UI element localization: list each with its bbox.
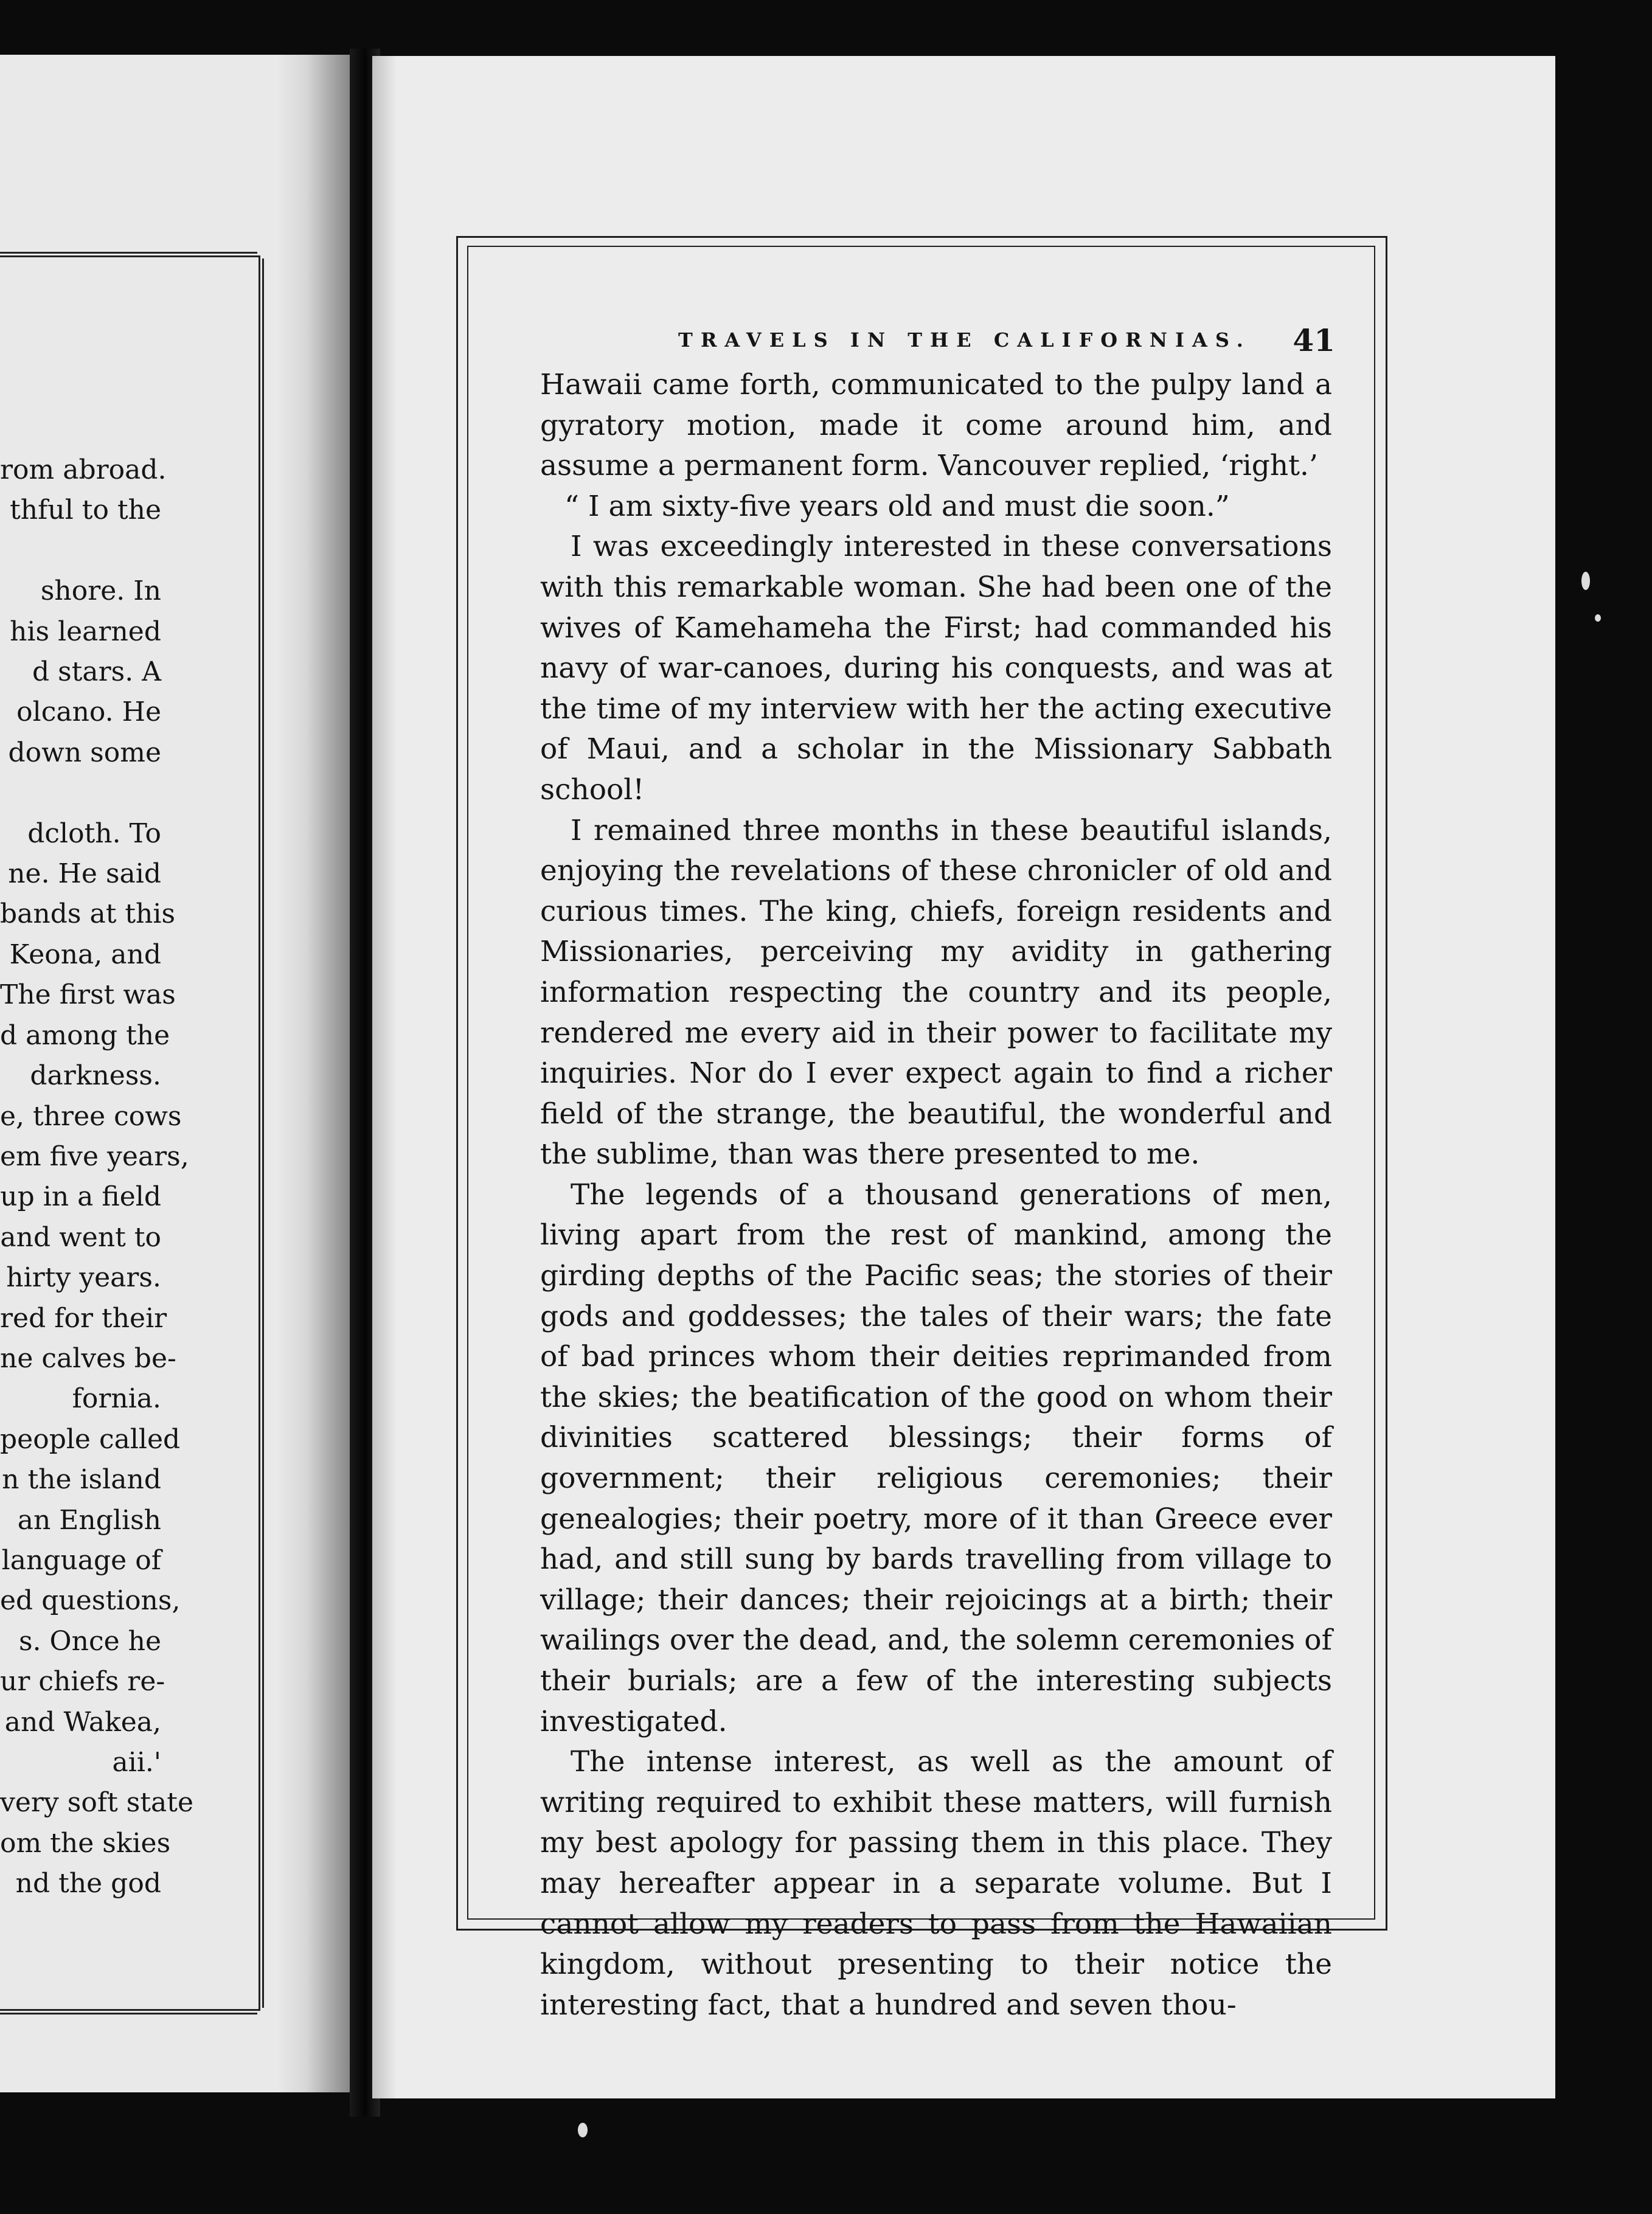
left-page-line: up in a field — [0, 1181, 161, 1213]
left-page-line: dcloth. To — [27, 817, 161, 849]
paragraph: I was exceedingly interested in these conversations with this remarkable woman. She had been one of the wives of Kamehameha the First; had commanded his navy of war-canoes, during his conquests, and was at the time of my interview with her the acting executive of Maui, and a scholar in the Missionary Sabbath school! — [540, 530, 1332, 807]
left-page-line: people called — [0, 1423, 181, 1455]
scan-speck — [1581, 572, 1590, 590]
paragraph: The legends of a thousand generations of men, living apart from the rest of mankind, among the girding depths of the Pacific seas; the stories of their gods and goddesses; the tales of their wars; the fate of bad princes whom their deities reprimanded from the skies; the beatification of the good on whom their divinities scattered blessings; their forms of government; their religious ceremonies; their genealogies; their poetry, more of it than Greece ever had, and still sung by bards travelling from village to village; their dances; their rejoicings at a birth; their wailings over the dead, and, the solemn ceremonies of their burials; are a few of the interesting subjects investigated. — [540, 1178, 1332, 1738]
left-page-text — [0, 450, 194, 1904]
left-page — [0, 55, 350, 2092]
left-page-line: ne calves be- — [0, 1342, 176, 1374]
page-header — [535, 322, 1369, 365]
left-page-line: nd the god — [15, 1868, 161, 1900]
left-page-line: his learned — [10, 616, 161, 647]
left-page-line: ed questions, — [0, 1585, 181, 1617]
left-page-line: and went to — [0, 1221, 161, 1253]
left-page-line: The first was — [0, 979, 176, 1011]
left-page-line: d among the — [0, 1019, 170, 1051]
left-page-line: rom abroad. — [0, 454, 167, 485]
left-page-line: olcano. He — [16, 696, 161, 728]
page-number: 41 — [1293, 322, 1335, 358]
paragraph-continuation: Hawaii came forth, communicated to the pulpy land a gyratory motion, made it come around him, and assume a permanent form. Vancouver replied, ‘right.’ — [540, 368, 1332, 483]
paragraph-quote: “ I am sixty-five years old and must die soon.” — [564, 489, 1230, 523]
left-page-line: bands at this — [0, 898, 176, 930]
left-page-line: an English — [17, 1504, 161, 1536]
left-page-line: down some — [8, 737, 161, 768]
left-page-line — [0, 773, 161, 813]
left-page-line: fornia. — [72, 1383, 161, 1415]
left-page-line: e, three cows — [0, 1100, 182, 1132]
left-page-line: ne. He said — [8, 858, 161, 890]
left-page-line: red for their — [0, 1302, 167, 1334]
scan-speck — [1595, 614, 1601, 622]
left-page-line: Keona, and — [9, 939, 161, 970]
left-page-line: and Wakea, — [4, 1706, 161, 1738]
running-head: TRAVELS IN THE CALIFORNIAS. — [678, 328, 1251, 352]
left-page-line: ur chiefs re- — [0, 1666, 165, 1698]
left-page-line: shore. In — [40, 575, 161, 607]
scan-speck — [578, 2123, 588, 2137]
left-page-line: em five years, — [0, 1140, 189, 1172]
left-page-line: s. Once he — [18, 1625, 161, 1657]
left-page-line: d stars. A — [32, 656, 161, 688]
right-page-edge-shadow — [372, 56, 397, 2098]
body-text — [540, 365, 1332, 2025]
left-page-line: language of — [1, 1544, 161, 1576]
left-page-line: n the island — [2, 1464, 161, 1496]
paragraph: The intense interest, as well as the amount of writing required to exhibit these matters, will furnish my best apology for passing them in this place. They may hereafter appear in a separate volume. But I cannot allow my readers to pass from the Hawaiian kingdom, without presenting to their notice the interesting fact, that a hundred and seven thou- — [540, 1745, 1332, 2022]
left-page-line: darkness. — [30, 1060, 161, 1092]
left-page-line: aii.' — [112, 1747, 161, 1778]
paragraph: I remained three months in these beautiful islands, enjoying the revelations of these chronicler of old and curious times. The king, chiefs, foreign residents and Missionaries, perceiving my avidity in gathering information respecting the country and its people, rendered me every aid in their power to facilitate my inquiries. Nor do I ever expect again to find a richer field of the strange, the beautiful, the wonderful and the sublime, than was there presented to me. — [540, 813, 1332, 1171]
left-page-curvature-shadow — [277, 55, 350, 2092]
left-page-line: thful to the — [10, 495, 161, 526]
left-page-line: om the skies — [0, 1827, 171, 1859]
left-page-line: very soft state — [0, 1787, 194, 1819]
left-page-line — [0, 531, 161, 571]
left-page-line: hirty years. — [6, 1262, 161, 1294]
